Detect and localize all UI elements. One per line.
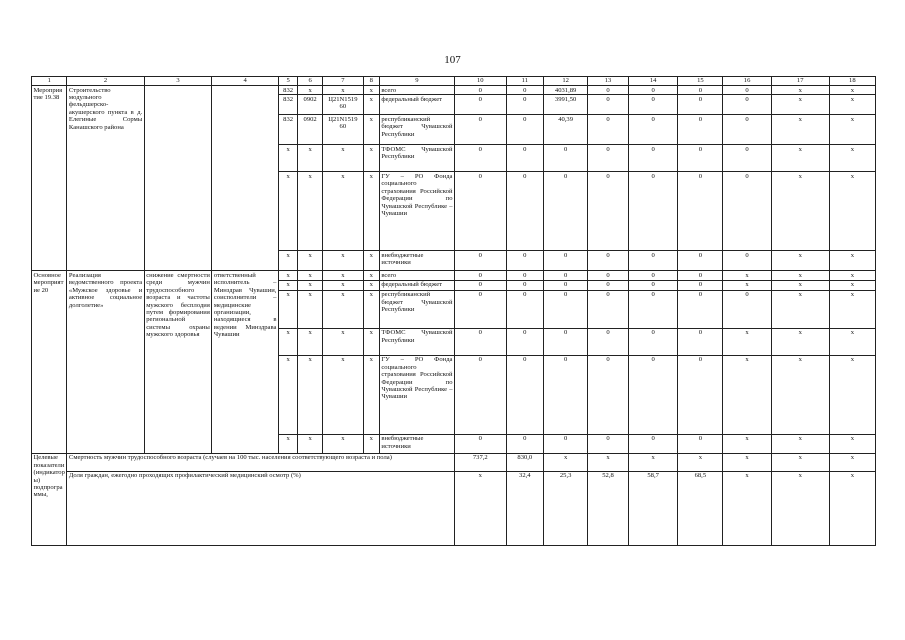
indicator-value: x: [628, 453, 677, 471]
value-cell: 0: [506, 280, 544, 290]
value-cell: 0: [455, 95, 507, 115]
funding-source: федеральный бюджет: [379, 280, 454, 290]
value-cell: x: [771, 172, 829, 251]
budget-code: 0902: [298, 115, 323, 145]
indicators-title: Целевые показатели (индикаторы) подпрограммы,: [32, 453, 67, 545]
value-cell: 0: [678, 280, 723, 290]
column-header: 6: [298, 77, 323, 86]
budget-code: x: [298, 86, 323, 95]
indicator-row: [32, 453, 876, 471]
value-cell: x: [723, 271, 771, 280]
value-cell: x: [771, 328, 829, 355]
column-header: 17: [771, 77, 829, 86]
value-cell: x: [829, 290, 875, 328]
indicator-value: x: [829, 453, 875, 471]
value-cell: x: [829, 355, 875, 434]
value-cell: x: [723, 328, 771, 355]
budget-code: Ц21N1519 60: [322, 115, 363, 145]
value-cell: x: [829, 115, 875, 145]
value-cell: 0: [678, 145, 723, 172]
value-cell: 0: [455, 290, 507, 328]
value-cell: 0: [455, 251, 507, 271]
value-cell: 0: [544, 251, 588, 271]
value-cell: 0: [588, 271, 629, 280]
column-header: 12: [544, 77, 588, 86]
budget-code: x: [278, 434, 297, 453]
budget-code: x: [363, 290, 379, 328]
value-cell: 0: [544, 271, 588, 280]
funding-source: федеральный бюджет: [379, 95, 454, 115]
indicator-label: Доля граждан, ежегодно проходящих профилактический медицинский осмотр (%): [67, 471, 455, 545]
value-cell: 0: [628, 145, 677, 172]
budget-code: x: [363, 280, 379, 290]
budget-code: 0902: [298, 95, 323, 115]
value-cell: 4031,89: [544, 86, 588, 95]
activity-executor: [212, 86, 279, 271]
indicator-value: x: [588, 453, 629, 471]
value-cell: 0: [506, 290, 544, 328]
value-cell: 0: [678, 251, 723, 271]
value-cell: 0: [628, 115, 677, 145]
value-cell: 0: [678, 290, 723, 328]
indicator-value: x: [829, 471, 875, 545]
budget-code: x: [322, 328, 363, 355]
activity-name: Мероприятие 19.38: [32, 86, 67, 271]
budget-code: x: [298, 251, 323, 271]
indicator-value: x: [544, 453, 588, 471]
column-header: 4: [212, 77, 279, 86]
budget-code: x: [363, 115, 379, 145]
value-cell: 0: [506, 271, 544, 280]
budget-code: x: [278, 271, 297, 280]
value-cell: 0: [544, 172, 588, 251]
value-cell: 0: [678, 95, 723, 115]
column-header: 10: [455, 77, 507, 86]
funding-source: республиканский бюджет Чувашской Республики: [379, 290, 454, 328]
indicator-value: 830,0: [506, 453, 544, 471]
table-row: [32, 86, 876, 95]
value-cell: 0: [678, 355, 723, 434]
value-cell: 0: [506, 434, 544, 453]
budget-code: x: [363, 355, 379, 434]
value-cell: 0: [628, 271, 677, 280]
value-cell: x: [771, 95, 829, 115]
value-cell: 0: [723, 115, 771, 145]
value-cell: x: [771, 355, 829, 434]
value-cell: 0: [455, 172, 507, 251]
value-cell: 0: [588, 115, 629, 145]
value-cell: 0: [455, 145, 507, 172]
value-cell: 0: [723, 95, 771, 115]
value-cell: 0: [506, 95, 544, 115]
value-cell: 0: [506, 86, 544, 95]
budget-code: x: [363, 434, 379, 453]
table-row: [32, 271, 876, 280]
value-cell: 0: [544, 434, 588, 453]
value-cell: x: [771, 145, 829, 172]
indicator-value: 32,4: [506, 471, 544, 545]
budget-code: Ц21N1519 60: [322, 95, 363, 115]
value-cell: 0: [628, 251, 677, 271]
value-cell: 0: [506, 115, 544, 145]
budget-code: x: [298, 355, 323, 434]
value-cell: 0: [628, 95, 677, 115]
budget-code: x: [363, 86, 379, 95]
budget-code: x: [322, 86, 363, 95]
column-header: 18: [829, 77, 875, 86]
value-cell: 0: [588, 355, 629, 434]
column-header: 7: [322, 77, 363, 86]
funding-source: ТФОМС Чувашской Республики: [379, 145, 454, 172]
budget-code: x: [278, 290, 297, 328]
budget-code: x: [363, 145, 379, 172]
budget-code: x: [322, 172, 363, 251]
value-cell: 0: [588, 434, 629, 453]
budget-code: x: [363, 328, 379, 355]
column-header: 15: [678, 77, 723, 86]
activity-goal: [144, 86, 212, 271]
budget-code: x: [298, 290, 323, 328]
indicator-label: Смертность мужчин трудоспособного возраста (случаев на 100 тыс. населения соответствующего возраста и пола): [67, 453, 455, 471]
value-cell: 0: [723, 86, 771, 95]
value-cell: 0: [544, 290, 588, 328]
value-cell: 0: [723, 290, 771, 328]
program-table: [31, 76, 876, 546]
budget-code: x: [363, 172, 379, 251]
funding-source: ГУ – РО Фонда социального страхования Российской Федерации по Чувашской Республике – Чувашии: [379, 172, 454, 251]
funding-source: внебюджетные источники: [379, 434, 454, 453]
indicator-value: x: [771, 453, 829, 471]
value-cell: 0: [506, 145, 544, 172]
value-cell: x: [829, 271, 875, 280]
funding-source: всего: [379, 271, 454, 280]
value-cell: 0: [588, 328, 629, 355]
indicator-value: x: [723, 471, 771, 545]
value-cell: 0: [588, 95, 629, 115]
budget-code: x: [322, 271, 363, 280]
value-cell: 0: [506, 172, 544, 251]
budget-code: 832: [278, 95, 297, 115]
value-cell: x: [771, 115, 829, 145]
value-cell: 0: [628, 290, 677, 328]
activity-description: Реализация ведомственного проекта «Мужское здоровье и активное социальное долголетие»: [67, 271, 144, 453]
budget-code: x: [322, 280, 363, 290]
column-header: 2: [67, 77, 144, 86]
value-cell: x: [771, 290, 829, 328]
value-cell: 0: [455, 280, 507, 290]
value-cell: 0: [455, 355, 507, 434]
value-cell: x: [771, 280, 829, 290]
column-header: 16: [723, 77, 771, 86]
value-cell: 0: [678, 86, 723, 95]
value-cell: x: [829, 95, 875, 115]
value-cell: x: [771, 434, 829, 453]
value-cell: 0: [628, 434, 677, 453]
budget-code: x: [278, 328, 297, 355]
indicator-value: x: [678, 453, 723, 471]
value-cell: 0: [588, 251, 629, 271]
budget-code: 832: [278, 86, 297, 95]
value-cell: 0: [455, 328, 507, 355]
value-cell: 3991,50: [544, 95, 588, 115]
value-cell: 0: [678, 172, 723, 251]
budget-code: x: [322, 290, 363, 328]
value-cell: x: [829, 251, 875, 271]
value-cell: 0: [723, 145, 771, 172]
value-cell: x: [723, 355, 771, 434]
funding-source: всего: [379, 86, 454, 95]
value-cell: 0: [628, 86, 677, 95]
value-cell: 0: [628, 328, 677, 355]
value-cell: x: [771, 86, 829, 95]
budget-code: x: [298, 271, 323, 280]
budget-code: x: [278, 355, 297, 434]
value-cell: x: [829, 434, 875, 453]
budget-code: 832: [278, 115, 297, 145]
budget-code: x: [278, 172, 297, 251]
value-cell: 0: [588, 280, 629, 290]
value-cell: 0: [588, 290, 629, 328]
value-cell: 0: [628, 355, 677, 434]
value-cell: x: [829, 145, 875, 172]
value-cell: 0: [628, 172, 677, 251]
value-cell: 0: [544, 145, 588, 172]
value-cell: x: [829, 86, 875, 95]
budget-code: x: [298, 145, 323, 172]
value-cell: 0: [506, 328, 544, 355]
budget-code: x: [322, 145, 363, 172]
activity-description: Строительство модульного фельдшерско-акушерского пункта в д. Елегиные Сормы Канашского района: [67, 86, 144, 271]
value-cell: 0: [455, 115, 507, 145]
budget-code: x: [363, 95, 379, 115]
value-cell: 0: [628, 280, 677, 290]
header-row: [32, 77, 876, 86]
value-cell: x: [829, 280, 875, 290]
budget-code: x: [298, 328, 323, 355]
budget-code: x: [322, 355, 363, 434]
activity-goal: снижение смертности среди мужчин трудоспособного возраста и частоты мужского бесплодия путем формирования региональной системы охраны мужского здоровья: [144, 271, 212, 453]
indicator-value: 68,5: [678, 471, 723, 545]
indicator-row: [32, 471, 876, 545]
value-cell: 0: [588, 145, 629, 172]
funding-source: республиканский бюджет Чувашской Республики: [379, 115, 454, 145]
value-cell: 0: [588, 172, 629, 251]
indicator-value: x: [771, 471, 829, 545]
indicator-value: x: [723, 453, 771, 471]
value-cell: 0: [588, 86, 629, 95]
value-cell: 0: [544, 280, 588, 290]
column-header: 3: [144, 77, 212, 86]
indicator-value: 25,3: [544, 471, 588, 545]
budget-code: x: [322, 434, 363, 453]
indicator-value: x: [455, 471, 507, 545]
column-header: 9: [379, 77, 454, 86]
value-cell: 0: [455, 434, 507, 453]
budget-code: x: [298, 172, 323, 251]
value-cell: 0: [678, 115, 723, 145]
funding-source: ТФОМС Чувашской Республики: [379, 328, 454, 355]
value-cell: 0: [723, 172, 771, 251]
value-cell: x: [723, 434, 771, 453]
value-cell: 40,39: [544, 115, 588, 145]
value-cell: 0: [544, 328, 588, 355]
budget-code: x: [363, 271, 379, 280]
value-cell: x: [829, 328, 875, 355]
value-cell: x: [771, 271, 829, 280]
value-cell: 0: [678, 328, 723, 355]
column-header: 13: [588, 77, 629, 86]
funding-source: внебюджетные источники: [379, 251, 454, 271]
column-header: 1: [32, 77, 67, 86]
value-cell: 0: [506, 251, 544, 271]
value-cell: 0: [544, 355, 588, 434]
value-cell: x: [829, 172, 875, 251]
budget-code: x: [363, 251, 379, 271]
value-cell: 0: [455, 271, 507, 280]
column-header: 14: [628, 77, 677, 86]
column-header: 8: [363, 77, 379, 86]
indicator-value: 52,8: [588, 471, 629, 545]
value-cell: 0: [723, 251, 771, 271]
budget-code: x: [278, 145, 297, 172]
budget-code: x: [298, 434, 323, 453]
budget-code: x: [322, 251, 363, 271]
value-cell: 0: [678, 434, 723, 453]
column-header: 11: [506, 77, 544, 86]
column-header: 5: [278, 77, 297, 86]
value-cell: x: [771, 251, 829, 271]
budget-code: x: [298, 280, 323, 290]
activity-executor: ответственный исполнитель – Минздрав Чувашии, соисполнители – медицинские организации, находящиеся в ведении Минздрава Чувашии: [212, 271, 279, 453]
indicator-value: 58,7: [628, 471, 677, 545]
page-number: 107: [444, 54, 461, 66]
value-cell: 0: [506, 355, 544, 434]
activity-name: Основное мероприятие 20: [32, 271, 67, 453]
value-cell: x: [723, 280, 771, 290]
value-cell: 0: [455, 86, 507, 95]
budget-code: x: [278, 280, 297, 290]
funding-source: ГУ – РО Фонда социального страхования Российской Федерации по Чувашской Республике – Чувашии: [379, 355, 454, 434]
budget-code: x: [278, 251, 297, 271]
indicator-value: 737,2: [455, 453, 507, 471]
value-cell: 0: [678, 271, 723, 280]
